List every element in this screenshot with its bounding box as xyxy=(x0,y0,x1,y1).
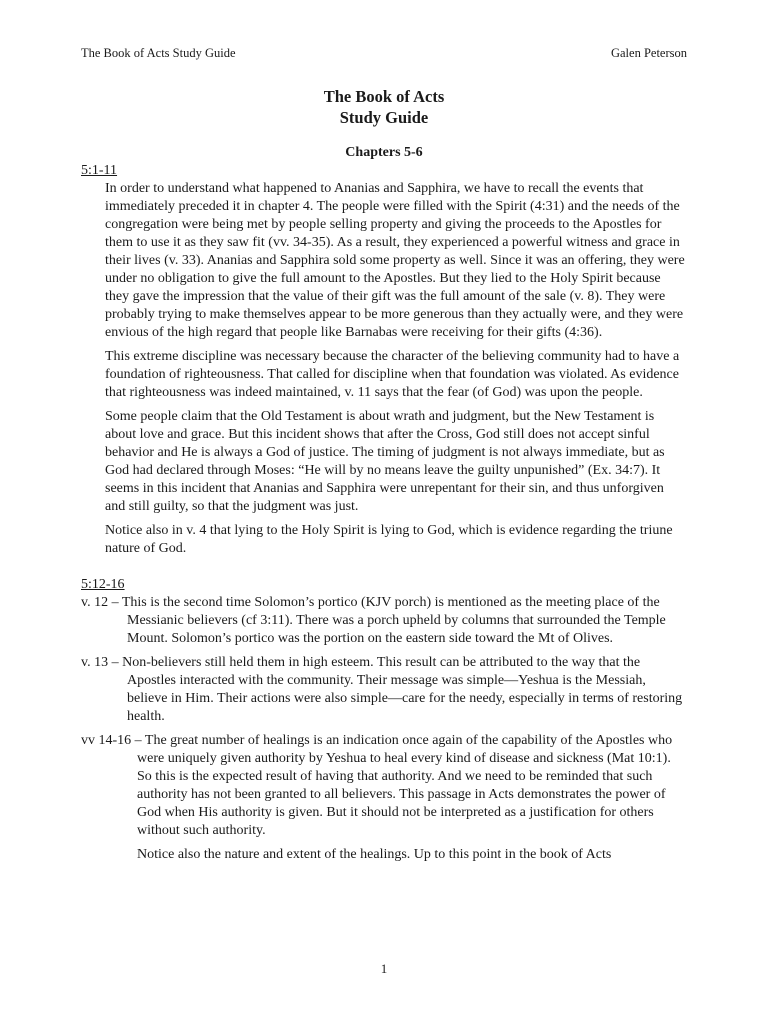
section-spacer xyxy=(81,564,687,576)
header-author: Galen Peterson xyxy=(610,46,687,60)
section-heading: 5:12-16 xyxy=(81,577,125,592)
title-line-2: Study Guide xyxy=(339,108,429,127)
verse-note-v12: v. 12 – This is the second time Solomon’s portico (KJV porch) is mentioned as the meeting place of the Messianic believers (cf 3:11). There was a porch upheld by columns that surrounded the Temple Mount. Solomon’s portico was the portion on the eastern side toward the Mt of Olives. xyxy=(81,595,666,646)
paragraph: This extreme discipline was necessary because the character of the believing community had to have a foundation of righteousness. That called for discipline when that foundation was violated. As evidence that righteousness was indeed maintained, v. 11 says that the fear (of God) was upon the people. xyxy=(105,349,680,400)
paragraph: In order to understand what happened to Ananias and Sapphira, we have to recall the events that immediately preceded it in chapter 4. The people were filled with the Spirit (4:31) and the needs of the congregation were being met by people selling property and giving the proceeds to the Apostles for them to use it as they saw fit (vv. 34-35). As a result, they experienced a powerful witness and grace in their lives (v. 33). Ananias and Sapphira sold some property as well. Since it was an offering, they were under no obligation to give the full amount to the Apostles. But they lied to the Holy Spirit because they gave the impression that the value of their gift was the full amount of the sale (v. 8). They were probably trying to make themselves appear to be more generous than they actually were, and they were envious of the high regard that people like Barnabas were receiving for their gifts (4:36). xyxy=(105,181,685,340)
paragraph: Notice also in v. 4 that lying to the Holy Spirit is lying to God, which is evidence regarding the triune nature of God. xyxy=(105,523,673,556)
paragraph: Some people claim that the Old Testament is about wrath and judgment, but the New Testament is about love and grace. But this incident shows that after the Cross, God still does not accept sinful behavior and He is always a God of justice. The timing of judgment is not always immediate, but as God had declared through Moses: “He will by no means leave the guilty unpunished” (Ex. 34:7). It seems in this incident that Ananias and Sapphira were unrepentant for their sin, and thus unforgiven and still guilty, so that the judgment was just. xyxy=(105,409,665,514)
verse-note-vv14-16 xyxy=(81,732,687,864)
verse-note-text: vv 14-16 – The great number of healings is an indication once again of the capability of the Apostles who were uniquely given authority by Yeshua to heal every kind of disease and sickness (Mat 10:1). So this is the expected result of having that authority. And we need to be reminded that such authority has not been granted to all believers. This passage in Acts demonstrates the power of God when His authority is given. But it should not be interpreted as a justification for others without such authority. xyxy=(81,733,673,838)
running-header xyxy=(81,46,687,61)
header-document-title: The Book of Acts Study Guide xyxy=(81,46,236,60)
section-5-12-16 xyxy=(81,576,687,864)
chapters-heading: Chapters 5-6 xyxy=(345,145,423,160)
title-line-1: The Book of Acts xyxy=(323,87,445,106)
verse-note-v13: v. 13 – Non-believers still held them in high esteem. This result can be attributed to the way that the Apostles interacted with the community. Their message was simple—Yeshua is the Messiah, believe in Him. Their actions were also simple—care for the needy, especially in terms of restoring health. xyxy=(81,655,683,724)
section-heading: 5:1-11 xyxy=(81,163,118,178)
document-body xyxy=(81,162,687,864)
page-number: 1 xyxy=(380,961,388,976)
verse-note-continuation: Notice also the nature and extent of the healings. Up to this point in the book of Acts xyxy=(137,847,612,862)
document-title xyxy=(0,86,768,128)
section-5-1-11 xyxy=(81,162,687,558)
